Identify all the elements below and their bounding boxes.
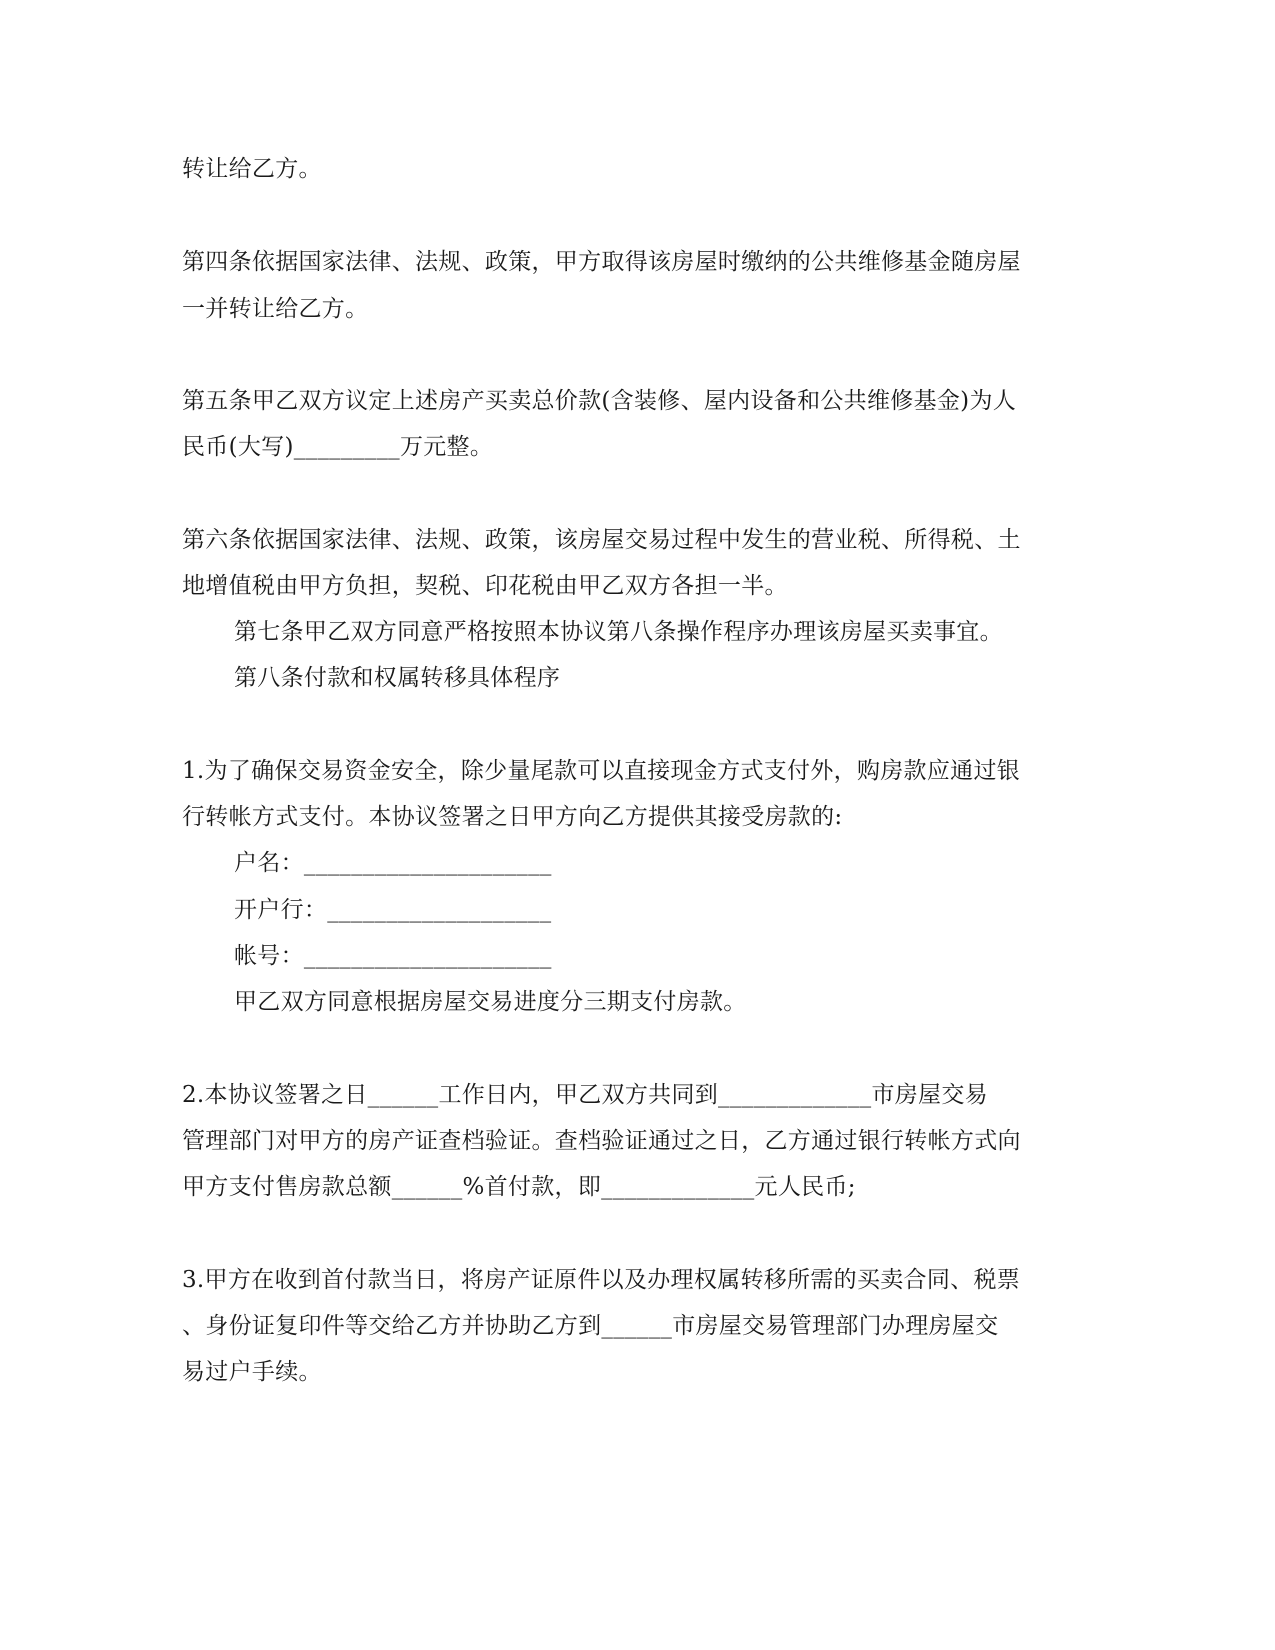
bank-field: 开户行：___________________ bbox=[234, 897, 552, 923]
text-line: 一并转让给乙方。 bbox=[182, 296, 369, 322]
text-line: 转让给乙方。 bbox=[182, 156, 322, 182]
account-number-field: 帐号：_____________________ bbox=[234, 943, 552, 969]
text-line: 2.本协议签署之日______工作日内，甲乙双方共同到_____________市房屋交易 bbox=[182, 1082, 988, 1108]
text-line: 第五条甲乙双方议定上述房产买卖总价款(含装修、屋内设备和公共维修基金)为人 bbox=[182, 388, 1017, 414]
account-name-field: 户名：_____________________ bbox=[234, 850, 552, 876]
text-line: 甲乙双方同意根据房屋交易进度分三期支付房款。 bbox=[234, 989, 747, 1015]
text-line: 1.为了确保交易资金安全，除少量尾款可以直接现金方式支付外，购房款应通过银 bbox=[182, 758, 1021, 784]
text-line: 、身份证复印件等交给乙方并协助乙方到______市房屋交易管理部门办理房屋交 bbox=[182, 1313, 999, 1339]
text-line: 管理部门对甲方的房产证查档验证。查档验证通过之日，乙方通过银行转帐方式向 bbox=[182, 1128, 1021, 1154]
text-line: 3.甲方在收到首付款当日，将房产证原件以及办理权属转移所需的买卖合同、税票 bbox=[182, 1267, 1021, 1293]
text-line: 第八条付款和权属转移具体程序 bbox=[234, 665, 561, 691]
text-line: 第七条甲乙双方同意严格按照本协议第八条操作程序办理该房屋买卖事宜。 bbox=[234, 619, 1003, 645]
text-line: 地增值税由甲方负担，契税、印花税由甲乙双方各担一半。 bbox=[182, 573, 788, 599]
text-line: 民币(大写)_________万元整。 bbox=[182, 434, 494, 460]
text-line: 第四条依据国家法律、法规、政策，甲方取得该房屋时缴纳的公共维修基金随房屋 bbox=[182, 249, 1021, 275]
text-line: 行转帐方式支付。本协议签署之日甲方向乙方提供其接受房款的: bbox=[182, 804, 843, 830]
text-line: 第六条依据国家法律、法规、政策，该房屋交易过程中发生的营业税、所得税、土 bbox=[182, 527, 1021, 553]
text-line: 易过户手续。 bbox=[182, 1359, 322, 1385]
text-line: 甲方支付售房款总额______%首付款，即_____________元人民币; bbox=[182, 1174, 856, 1200]
